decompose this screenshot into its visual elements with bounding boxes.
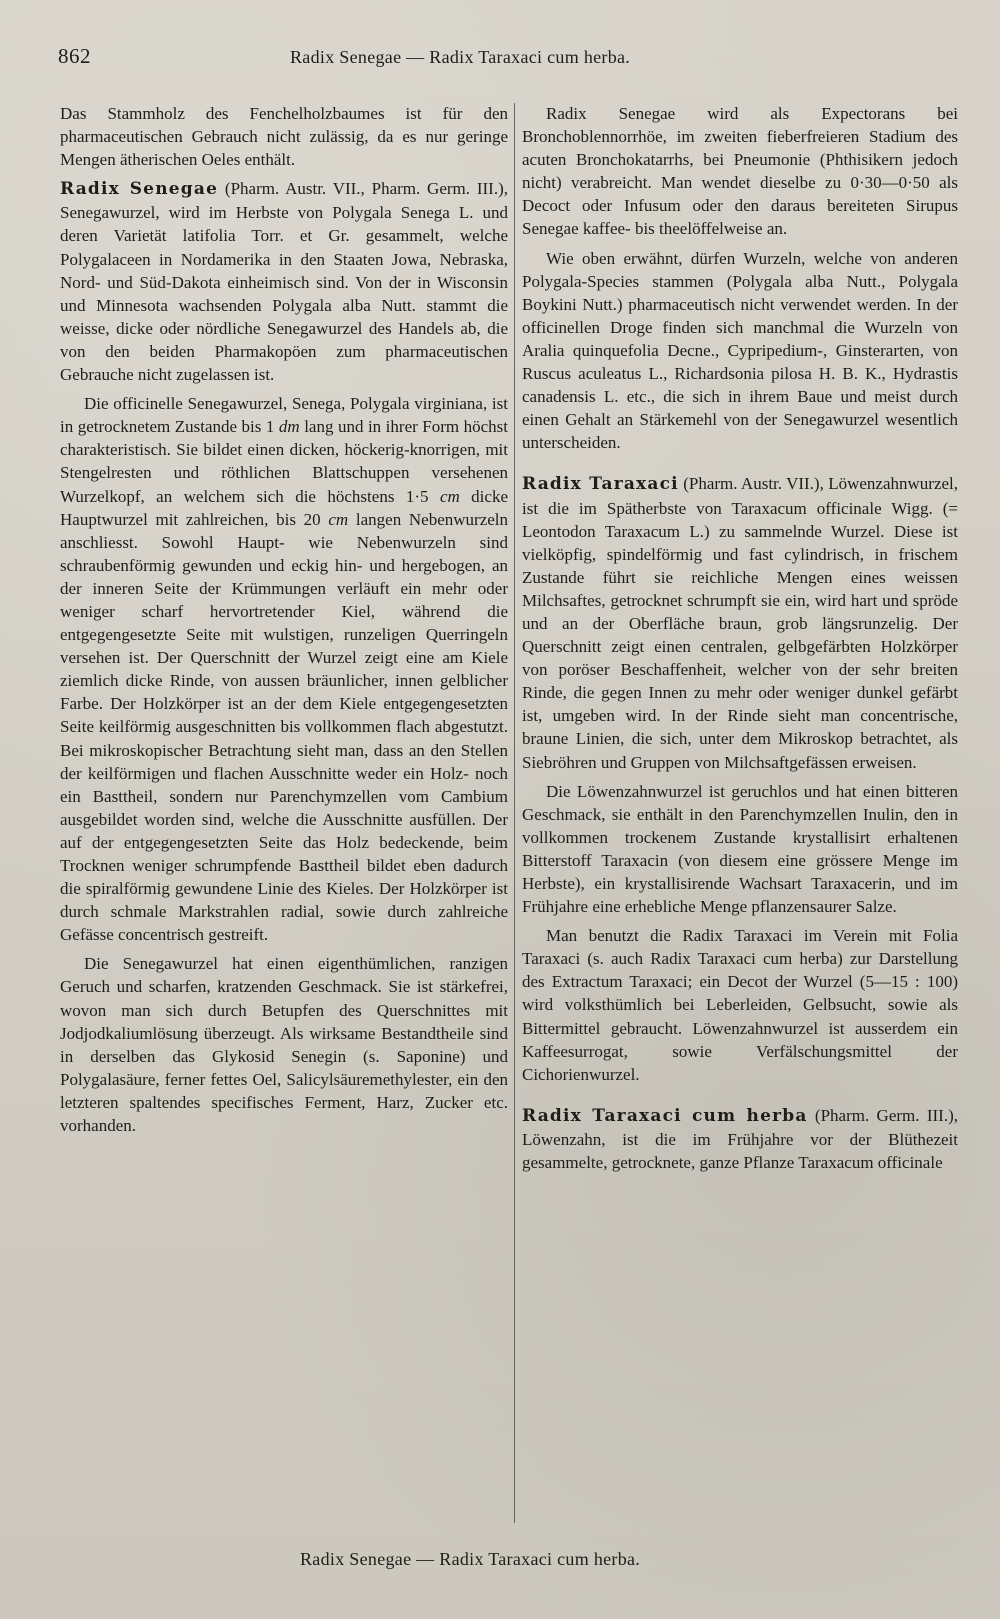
left-column — [60, 102, 508, 1532]
page-number: 862 — [58, 44, 91, 68]
entry-heading: Radix Taraxaci — [522, 474, 679, 495]
unit-cm-2: cm — [328, 509, 349, 529]
paragraph-text-part-2: lang und in ihrer Form höchst charakteristisch. Sie bildet einen dicken, höckerig-knorrigen, mit Stengelresten und röthlichen Blattschuppen versehenen Wurzelkopf, an welchem sich die höchstens 1·5 — [60, 417, 509, 506]
paragraph-text-part-4: langen Nebenwurzeln anschliesst. Sowohl Haupt- wie Nebenwurzeln sind schraubenförmig gewunden und eckig hin- und hergebogen, an der inneren Seite der Krümmungen verläuft ein mehr oder weniger scharf hervortretender Kiel, während die entgegengesetzte Seite mit wulstigen, runzeligen Querringeln versehen ist. Der Querschnitt der Wurzel zeigt eine am Kiele ziemlich dicke Rinde, von aussen bräunlicher, innen gelblicher Farbe. Der Holzkörper ist an der dem Kiele entgegengesetzten Seite keilförmig ausgeschnitten bis vollkommen flach abgestutzt. Bei mikroskopischer Betrachtung sieht man, dass an den Stellen der keilförmigen und flachen Ausschnitte weder ein Holz- noch ein Basttheil, sondern nur Parenchymzellen vom Cambium ausgebildet worden sind, welche die Ausschnitte ausfüllen. Der auf der entgegengesetzten Seite das Holz bedeckende, beim Trocknen weniger schrumpfende Basttheil bildet eben dadurch die spiralförmig gewundene Linie des Kieles. Der Holzkörper ist durch schmale Markstrahlen radial, sowie durch zahlreiche Gefässe concentrisch gestreift. — [60, 509, 509, 945]
paragraph-text: Radix Senegae wird als Expectorans bei Bronchoblennorrhöe, im zweiten fieberfreieren Stadium des acuten Bronchokatarrhs, bei Pneumonie (Phthisikern jedoch nicht) verabreicht. Man wendet dieselbe zu 0·30—0·50 als Decoct oder Infusum oder den daraus bereiteten Sirupus Senegae kaffee- bis theelöffelweise an. — [522, 104, 958, 239]
entry-radix-senegae — [60, 177, 508, 386]
paragraph-expectorans — [522, 102, 958, 241]
paragraph-text: Die Löwenzahnwurzel ist geruchlos und hat einen bitteren Geschmack, sie enthält in den Parenchymzellen Inulin, den in vollkommen trockenem Zustande krystallisirt erhaltenen Bitterstoff Taraxacin (von diesem eine grössere Menge im Herbste), ein krystallisirende Wachsart Taraxacerin, und im Frühjahre eine erhebliche Menge pflanzensaurer Salze. — [522, 781, 958, 917]
entry-radix-taraxaci — [522, 472, 958, 773]
entry-radix-taraxaci-cum-herba — [522, 1104, 958, 1174]
paragraph-officinelle-senegawurzel — [60, 392, 508, 946]
paragraph-text: Man benutzt die Radix Taraxaci im Verein mit Folia Taraxaci (s. auch Radix Taraxaci cum herba) zur Darstellung des Extractum Taraxaci; ein Decot der Wurzel (5—15 : 100) wird volksthümlich bei Leberleiden, Gelbsucht, sowie als Bittermittel gebraucht. Löwenzahnwurzel ist ausserdem ein Kaffeesurrogat, sowie Verfälschungsmittel der Cichorienwurzel. — [522, 926, 958, 1084]
paragraph-text: Das Stammholz des Fenchelholzbaumes ist für den pharmaceutischen Gebrauch nicht zulässig, da es nur geringe Mengen ätherischen Oeles enthält. — [60, 104, 508, 170]
page-header — [58, 44, 952, 76]
paragraph-text: Wie oben erwähnt, dürfen Wurzeln, welche von anderen Polygala-Species stammen (Polygala alba Nutt., Polygala Boykini Nutt.) pharmaceutisch nicht verwendet werden. In der officinellen Droge finden sich manchmal die Wurzeln von Aralia quinquefolia Decne., Cypripedium-, Ginsterarten, von Ruscus aculeatus L., Richardsonia pilosa H. B. K., Hydrastis canadensis L. etc., die sich in ihrem Baue und meist durch einen Gehalt an Stärkemehl von der Senegawurzel wesentlich unterscheiden. — [522, 248, 958, 453]
running-title: Radix Senegae — Radix Taraxaci cum herba. — [290, 47, 631, 67]
entry-heading: Radix Senegae — [60, 179, 219, 200]
unit-dm: dm — [278, 417, 300, 437]
entry-text: (Pharm. Austr. VII.), Löwenzahnwurzel, ist die im Spätherbste von Taraxacum officinale Wigg. (= Leontodon Taraxacum L.) zu sammelnde Wurzel. Diese ist vielköpfig, spindelförmig und fast cylindrisch, in frischem Zustande führt sie reichliche Mengen eines weissen Milchsaftes, getrocknet schrumpft sie ein, wird hart und spröde und an der Oberfläche braun, grob längsrunzelig. Der Querschnitt zeigt einen centralen, gelbgefärbten Holzkörper von poröser Beschaffenheit, welcher von der sehr breiten Rinde, die gegen Innen zu mehr oder weniger dunkel gefärbt ist, umgeben wird. In der Rinde sieht man concentrische, braune Linien, die sich, unter dem Mikroskop betrachtet, als Siebröhren und Gruppen von Milchsaftgefässen erweisen. — [522, 474, 959, 772]
unit-cm-1: cm — [439, 486, 460, 506]
paragraph-text: Die Senegawurzel hat einen eigenthümlichen, ranzigen Geruch und scharfen, kratzenden Geschmack. Sie ist stärkefrei, wovon man sich durch Betupfen des Querschnittes mit Jodjodkaliumlösung überzeugt. Als wirksame Bestandtheile sind in derselben das Glykosid Senegin (s. Saponine) und Polygalasäure, ferner fettes Oel, Salicylsäuremethylester, ein den letzteren spaltendes specifisches Ferment, Harz, Zucker etc. vorhanden. — [60, 954, 508, 1136]
paragraph-geruch-inhaltsstoffe — [522, 780, 958, 919]
paragraph-stammholz — [60, 102, 508, 171]
paragraph-gebrauch — [522, 924, 958, 1086]
right-column — [522, 102, 958, 1532]
text-columns — [60, 102, 958, 1532]
paragraph-geruch-geschmack — [60, 952, 508, 1137]
entry-text: (Pharm. Austr. VII., Pharm. Germ. III.), Senegawurzel, wird im Herbste von Polygala Senega L. und deren Varietät latifolia Torr. et Gr. gesammelt, welche Polygalaceen in Nordamerika in den Staaten Jowa, Nebraska, Nord- und Süd-Dakota einheimisch sind. Von der in Wisconsin und Minnesota wachsenden Polygala alba Nutt. stammt die weisse, dicke oder nördliche Senegawurzel des Handels ab, die von den beiden Pharmakopöen zum pharmaceutischen Gebrauche nicht zugelassen ist. — [60, 179, 508, 385]
entry-text: (Pharm. Germ. III.), Löwenzahn, ist die im Frühjahre vor der Blüthezeit gesammelte, getrocknete, ganze Pflanze Taraxacum officinale — [522, 1105, 958, 1173]
page-footer: Radix Senegae — Radix Taraxaci cum herba. — [300, 1549, 641, 1569]
paragraph-text-part-1: Die officinelle Senegawurzel, Senega, Polygala virginiana, ist in getrocknetem Zustande bis 1 — [60, 394, 508, 437]
paragraph-text-part-3: dicke Hauptwurzel mit zahlreichen, bis 20 — [60, 486, 508, 529]
entry-heading: Radix Taraxaci cum herba — [522, 1105, 808, 1126]
paragraph-verfaelschungen — [522, 247, 958, 455]
